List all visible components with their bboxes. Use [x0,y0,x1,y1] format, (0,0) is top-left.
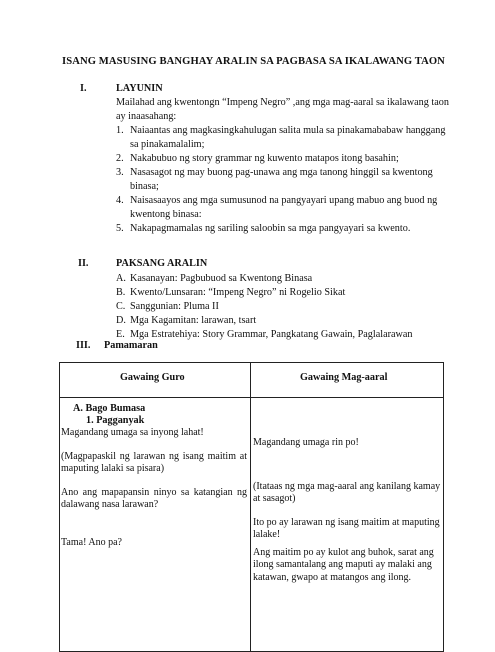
objective-2-number: 2. [116,153,124,164]
objective-1-line-2: sa pinakamalalim; [130,139,205,150]
student-answer-1: Ito po ay larawan ng isang maitim at maputing lalake! [253,517,440,541]
subject-e-text: Mga Estratehiya: Story Grammar, Pangkatang Gawain, Paglalarawan [130,329,413,340]
objective-3-line-1: Nasasagot ng may buong pag-unawa ang mga tanong hinggil sa kwentong [130,167,433,178]
section-2-number: II. [78,258,89,269]
subject-c-letter: C. [116,301,126,312]
objective-3-line-2: binasa; [130,181,159,192]
teacher-greeting: Magandang umaga sa inyong lahat! [61,427,204,438]
motivation-heading: 1. Pagganyak [86,415,145,426]
section-2-heading: PAKSANG ARALIN [116,258,208,269]
section-3-number: III. [76,340,91,351]
objective-3-number: 3. [116,167,124,178]
objective-5-number: 5. [116,223,124,234]
before-reading-heading: A. Bago Bumasa [73,403,146,414]
subject-b-letter: B. [116,287,126,298]
student-answer-2: Ang maitim po ay kulot ang buhok, sarat ang ilong samantalang ang maputi ay malaki ang katawan, gwapo at matangos ang ilong. [253,547,434,583]
subject-c-text: Sanggunian: Pluma II [130,301,219,312]
section-1-number: I. [80,83,87,94]
teacher-question: Ano ang mapapansin ninyo sa katangian ng dalawang nasa larawan? [61,487,247,511]
objective-1-number: 1. [116,125,124,136]
section-3-heading: Pamamaran [104,340,158,351]
objective-4-number: 4. [116,195,124,206]
activities-table [59,362,444,652]
subject-e-letter: E. [116,329,125,340]
objective-5-line-1: Nakapagmamalas ng sariling saloobin sa mga pangyayari sa kwento. [130,223,411,234]
table-header-divider [60,397,443,398]
subject-d-letter: D. [116,315,126,326]
student-greeting: Magandang umaga rin po! [253,437,359,448]
teacher-instruction: (Magpapaskil ng larawan ng isang maitim at maputing lalaki sa pisara) [61,451,247,475]
table-column-divider [250,363,251,651]
subject-a-text: Kasanayan: Pagbubuod sa Kwentong Binasa [130,273,313,284]
objective-4-line-1: Naisasaayos ang mga sumusunod na pangyayari upang mabuo ang buod ng [130,195,438,206]
student-column-header: Gawaing Mag-aaral [300,372,388,383]
subject-a-letter: A. [116,273,126,284]
objective-4-line-2: kwentong binasa: [130,209,202,220]
subject-d-text: Mga Kagamitan: larawan, tsart [130,315,257,326]
teacher-followup: Tama! Ano pa? [61,537,122,548]
document-title: ISANG MASUSING BANGHAY ARALIN SA PAGBASA SA IKALAWANG TAON [62,56,445,67]
section-1-intro-line-1: Mailahad ang kwentongn “Impeng Negro” ,ang mga mag-aaral sa ikalawang taon [116,97,449,108]
objective-1-line-1: Naiaantas ang magkasingkahulugan salita mula sa pinakamababaw hanggang [130,125,446,136]
subject-b-text: Kwento/Lunsaran: “Impeng Negro” ni Rogelio Sikat [130,287,346,298]
objective-2-line-1: Nakabubuo ng story grammar ng kuwento matapos itong basahin; [130,153,399,164]
section-1-heading: LAYUNIN [116,83,163,94]
teacher-column-header: Gawaing Guro [120,372,185,383]
student-action: (Itataas ng mga mag-aaral ang kanilang kamay at sasagot) [253,481,441,505]
section-1-intro-line-2: ay inaasahang: [116,111,177,122]
